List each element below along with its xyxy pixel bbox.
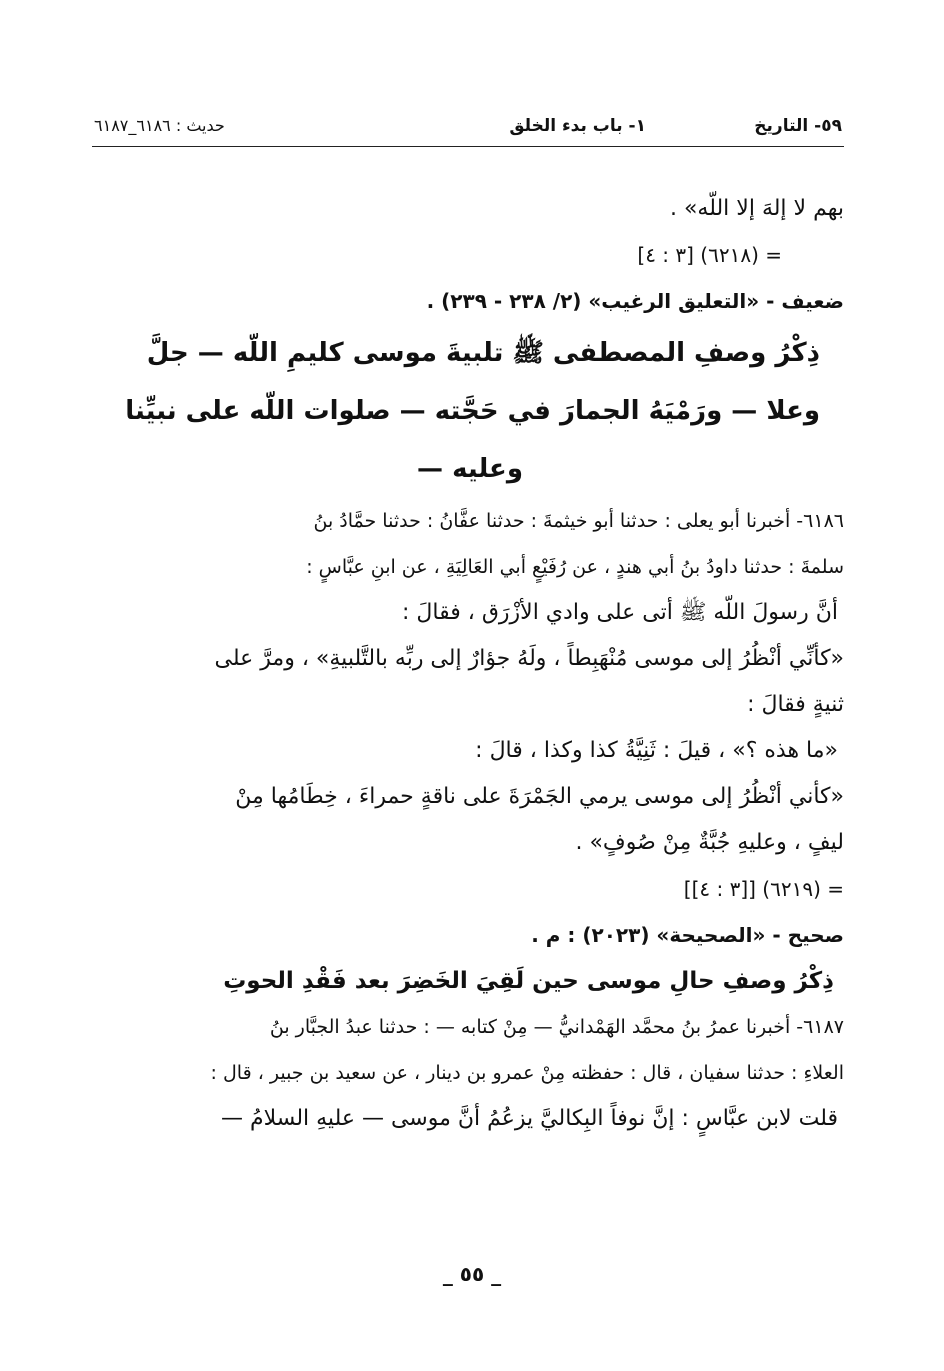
text-line: ليفٍ ، وعليهِ جُبَّةٌ مِنْ صُوفٍ» . (575, 830, 844, 855)
hadith-range: حديث : ٦١٨٦_٦١٨٧ (94, 116, 225, 135)
chapter-heading: ذِكْرُ وصفِ حالِ موسى حين لَقِيَ الخَضِرَ بعد فَقْدِ الحوتِ (223, 968, 834, 994)
grade-line: ضعيف - «التعليق الرغيب» (٢/ ٢٣٨ - ٢٣٩) . (426, 289, 844, 313)
running-header (92, 112, 844, 147)
reference-line: = (٦٢١٩) [[٣ : ٤]] (683, 877, 844, 901)
text-line: أنَّ رسولَ اللّه ﷺ أتى على وادي الأزْرَق ، فقالَ : (402, 600, 838, 625)
text-line: ٦١٨٦- أخبرنا أبو يعلى : حدثنا أبو خيثمةَ : حدثنا عفَّانُ : حدثنا حمَّادُ بنُ (313, 510, 844, 532)
reference-line: = (٦٢١٨) [٣ : ٤] (637, 243, 782, 267)
chapter-heading: وعليه — (417, 454, 523, 484)
text-line: العلاءِ : حدثنا سفيان ، قال : حفظته مِنْ عمرو بن دينار ، عن سعيد بن جبير ، قال : (210, 1062, 844, 1084)
page-number: _ ٥٥ _ (442, 1262, 502, 1286)
chapter-heading: ذِكْرُ وصفِ المصطفى ﷺ تلبيةَ موسى كليمِ اللّه — جلَّ (146, 338, 820, 368)
section-title: ١- باب بدء الخلق (509, 116, 646, 136)
text-line: بهم لا إلهَ إلا اللّه» . (669, 196, 844, 221)
text-line: قلت لابن عبَّاسٍ : إنَّ نوفاً البِكاليَّ يزعُمُ أنَّ موسى — عليهِ السلامُ — (220, 1106, 838, 1131)
text-line: ٦١٨٧- أخبرنا عمرُ بنُ محمَّد الهَمْدانيُّ — مِنْ كتابه — : حدثنا عبدُ الجبَّار بنُ (269, 1016, 844, 1038)
text-line: «كأني أنْظُرُ إلى موسى يرمي الجَمْرَةَ على ناقةٍ حمراءَ ، خِطَامُها مِنْ (235, 784, 844, 809)
text-line: سلمةَ : حدثنا داودُ بنُ أبي هندٍ ، عن رُفَيْعٍ أبي العَالِيَةِ ، عن ابنِ عبَّاسٍ : (306, 556, 844, 578)
page-body (96, 186, 844, 1142)
chapter-title: ٥٩- التاريخ (754, 116, 842, 136)
grade-line: صحيح - «الصحيحة» (٢٠٢٣) : م . (531, 923, 844, 947)
chapter-heading: وعلا — ورَمْيَهُ الجمارَ في حَجَّته — صلوات اللّه على نبيِّنا (125, 396, 820, 426)
text-line: «كأنِّي أنْظُرُ إلى موسى مُنْهَبِطاً ، ولَهُ جؤارٌ إلى ربِّه بالتَّلبيةِ» ، ومرَّ على (214, 646, 844, 671)
text-line: «ما هذه ؟» ، قيلَ : ثَنِيَّةُ كذا وكذا ، قالَ : (475, 738, 838, 763)
text-line: ثنيةٍ فقالَ : (747, 692, 844, 717)
